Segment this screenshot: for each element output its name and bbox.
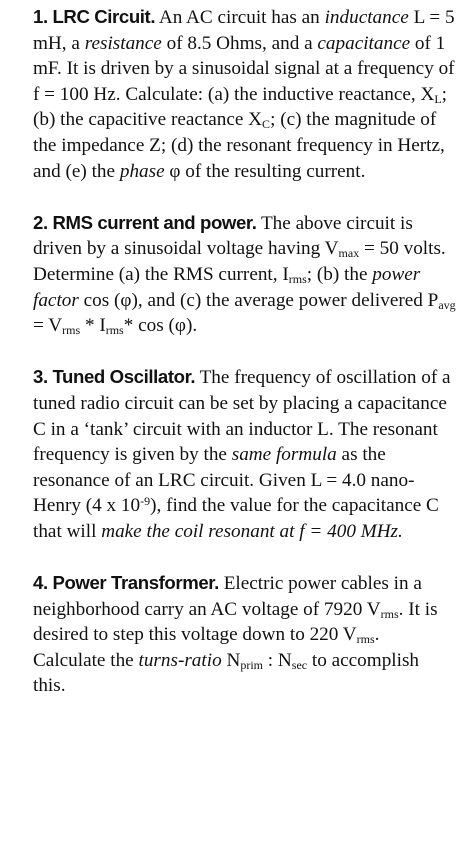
problem-1-heading: 1. LRC Circuit. bbox=[33, 6, 156, 27]
problem-4-heading: 4. Power Transformer. bbox=[33, 572, 219, 594]
problem-2-heading: 2. RMS current and power. bbox=[33, 211, 257, 233]
problem-1-text: 1. LRC Circuit. An AC circuit has an inductance L = 5 mH, a resistance of 8.5 Ohms, and a capacitance of 1 mF. It is driven by a sinusoidal signal at a frequency of f = 100 Hz. Calculate: (a) the inductive reactance, $X_L$; (b) the capacitive reactance $X_C$; (c) the magnitude of the impedance Z; (d) the resonant frequency in Hertz, and (e) the phase φ of the resulting current. bbox=[33, 6, 455, 182]
problem-2-text: 2. RMS current and power. The above circuit is driven by a sinusoidal voltage having $V_{max} = 50$ volts. Determine (a) the RMS current, $I_{rms}$; (b) the power factor cos (φ), and (c) the average power delivered $P_{avg} = V_{rms} * I_{rms}*$ cos (φ). bbox=[33, 211, 456, 338]
problem-2 bbox=[33, 210, 456, 339]
problem-3 bbox=[33, 364, 456, 544]
problem-1 bbox=[33, 4, 456, 184]
problem-3-text: 3. Tuned Oscillator. The frequency of oscillation of a tuned radio circuit can be set by placing a capacitance C in a ‘tank’ circuit with an inductor L. The resonant frequency is given by the same formula as the resonance of an LRC circuit. Given L = 4.0 nano-Henry (4 x $10^{-9}$), find the value for the capacitance C that will make the coil resonant at f = 400 MHz. bbox=[33, 366, 451, 542]
problem-3-heading: 3. Tuned Oscillator. bbox=[33, 366, 196, 388]
problem-4 bbox=[33, 570, 456, 699]
problem-4-text: 4. Power Transformer. Electric power cables in a neighborhood carry an AC voltage of 7920 $V_{rms}$. It is desired to step this voltage down to 220 $V_{rms}$. Calculate the turns-ratio $N_{prim}$ : $N_{sec}$ to accomplish this. bbox=[33, 572, 438, 697]
